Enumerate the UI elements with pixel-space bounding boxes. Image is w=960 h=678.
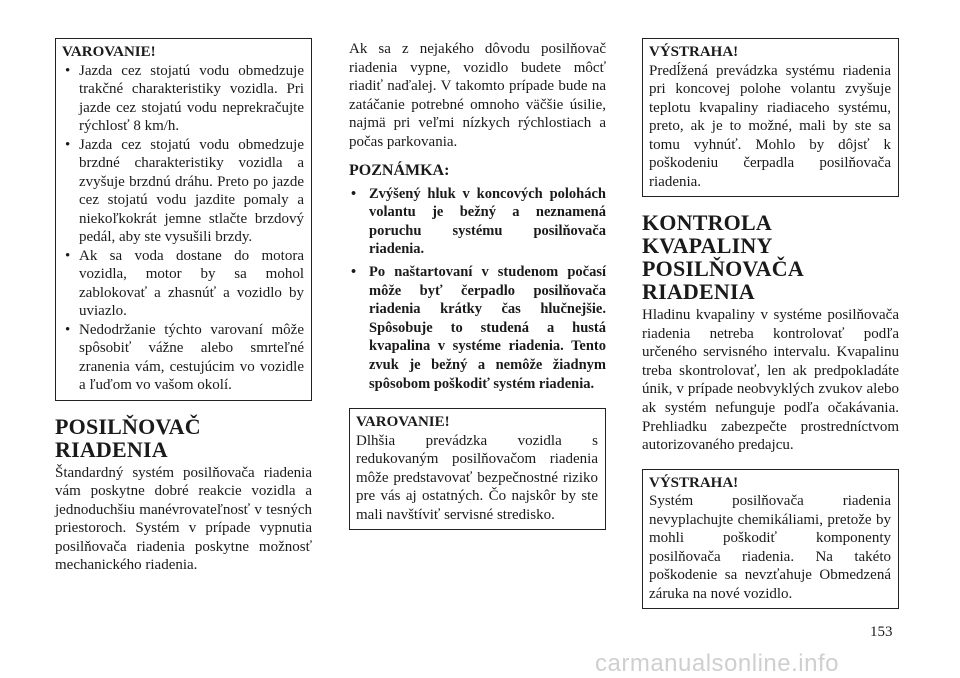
left-column [55,38,312,575]
note-list [349,185,606,394]
caution-text: Systém posilňovača riadenia nevyplachujte chemikáliami, pretože by mohli poškodiť komponenty posilňovača riadenia. Na takéto poškodenie sa nevzťahuje Obmedzená záruka na nové vozidlo. [649,493,891,602]
right-column [642,38,899,609]
section-heading-fluid-check: KONTROLA KVAPALINY POSILŇOVAČA RIADENIA [642,210,804,304]
warning-box [349,408,606,530]
page-number: 153 [870,624,893,640]
note-item: • Zvýšený hluk v koncových polohách volantu je bežný a neznamená poruchu systému posilňovača riadenia. [351,185,606,258]
note-title: POZNÁMKA: [349,161,450,179]
warning-title: VAROVANIE! [356,414,450,431]
warning-item: • Ak sa voda dostane do motora vozidla, motor by sa mohol zablokovať a zhasnúť a vozidlo by uviazlo. [65,247,304,319]
caution-box [642,38,899,197]
caution-title: VÝSTRAHA! [649,474,739,491]
watermark: carmanualsonline.info [595,650,839,677]
warning-text: Dlhšia prevádzka vozidla s redukovaným posilňovačom riadenia môže predstavovať bezpečnostné riziko pre vás aj ostatných. Čo najskôr by ste mali navštíviť servisné stredisko. [356,432,598,523]
note-item: • Po naštartovaní v studenom počasí môže byť čerpadlo posilňovača riadenia krátky čas hlučnejšie. Spôsobuje to studená a hustá kvapalina v systéme riadenia. Tento zvuk je bežný a nemôže žiadnym spôsobom poškodiť systém riadenia. [351,263,606,392]
fluid-check-paragraph: Hladinu kvapaliny v systéme posilňovača riadenia netreba kontrolovať podľa určeného servisného intervalu. Kvapalinu treba skontrolovať, len ak predpokladáte únik, v prípade neobvyklých zvukov alebo ak systém nefunguje podľa očakávania. Prehliadku zabezpečte prostredníctvom autorizovaného predajcu. [642,307,899,454]
caution-box [642,469,899,610]
warning-title: VAROVANIE! [62,44,156,60]
caution-text: Predĺžená prevádzka systému riadenia pri koncovej polohe volantu zvyšuje teplotu kvapaliny riadiaceho systému, preto, ak je to možné, mali by ste sa tomu vyhnúť. Mohlo by dôjsť k poškodeniu čerpadla posilňovača riadenia. [649,62,891,190]
power-steering-paragraph: Štandardný systém posilňovača riadenia vám poskytne dobré reakcie vozidla a jednoduchšiu manévrovateľnosť v tesných priestoroch. Systém v prípade vypnutia posilňovača riadenia poskytne možnosť mechanického riadenia. [55,464,312,574]
warning-list [62,62,304,395]
middle-column [349,40,606,530]
caution-title: VÝSTRAHA! [649,44,739,60]
warning-item: • Jazda cez stojatú vodu obmedzuje brzdné charakteristiky vozidla a zvyšuje brzdnú dráhu. Preto po jazde cez stojatú vodu jazdite pomaly a niekoľkokrát jemne stlačte brzdový pedál, aby ste vysušili brzdy. [65,136,304,245]
section-heading-power-steering: POSILŇOVAČ RIADENIA [55,413,201,462]
warning-box [55,38,312,401]
warning-item: • Nedodržanie týchto varovaní môže spôsobiť vážne alebo smrteľné zranenia vám, cestujúcim vo vozidle a ľuďom vo vašom okolí. [65,321,304,393]
warning-item: • Jazda cez stojatú vodu obmedzuje trakčné charakteristiky vozidla. Pri jazde cez stojatú vodu neprekračujte rýchlosť 8 km/h. [65,62,304,134]
steering-failure-paragraph: Ak sa z nejakého dôvodu posilňovač riadenia vypne, vozidlo budete môcť riadiť naďalej. V takomto prípade bude na zatáčanie potrebné omnoho väčšie úsilie, najmä pri veľmi nízkych rýchlostiach a počas parkovania. [349,41,606,150]
